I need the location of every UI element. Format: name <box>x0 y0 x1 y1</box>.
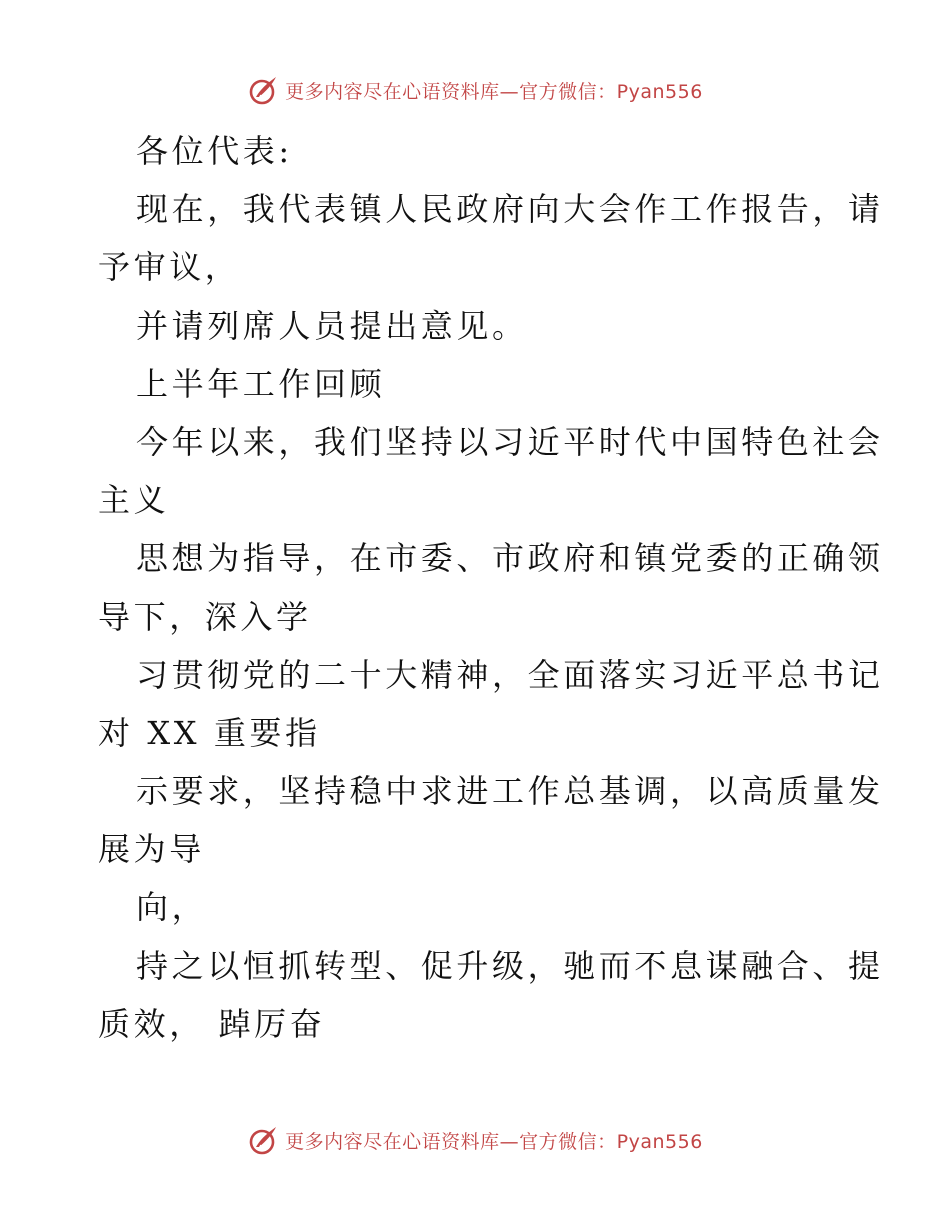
footer-banner <box>0 1120 950 1160</box>
quill-logo-icon <box>247 1123 281 1157</box>
body-line: 现在，我代表镇人民政府向大会作工作报告，请 <box>136 190 884 229</box>
body-line: 质效， 踔厉奋 <box>98 1004 326 1043</box>
body-line: 予审议， <box>98 248 241 287</box>
header-banner <box>0 70 950 110</box>
body-line: 持之以恒抓转型、促升级，驰而不息谋融合、提 <box>136 946 884 985</box>
body-line: 思想为指导，在市委、市政府和镇党委的正确领 <box>136 539 884 578</box>
body-line: 向， <box>136 888 208 927</box>
body-line: 各位代表: <box>136 132 293 170</box>
footer-banner-text: 更多内容尽在心语资料库—官方微信：Pyan556 <box>285 1130 703 1153</box>
header-banner-text: 更多内容尽在心语资料库—官方微信：Pyan556 <box>285 80 703 103</box>
body-line: 习贯彻党的二十大精神，全面落实习近平总书记 <box>136 655 884 694</box>
body-line: 导下，深入学 <box>98 597 312 636</box>
quill-logo-icon <box>247 73 281 107</box>
body-line: 上半年工作回顾 <box>136 364 386 403</box>
body-line: 今年以来，我们坚持以习近平时代中国特色社会 <box>136 422 884 461</box>
body-line: 示要求，坚持稳中求进工作总基调，以高质量发 <box>136 772 884 811</box>
body-line: 展为导 <box>98 830 205 869</box>
body-line: 主义 <box>98 481 170 520</box>
body-line: 对 XX 重要指 <box>98 713 321 752</box>
document-body <box>98 122 884 1053</box>
body-line: 并请列席人员提出意见。 <box>136 306 528 345</box>
